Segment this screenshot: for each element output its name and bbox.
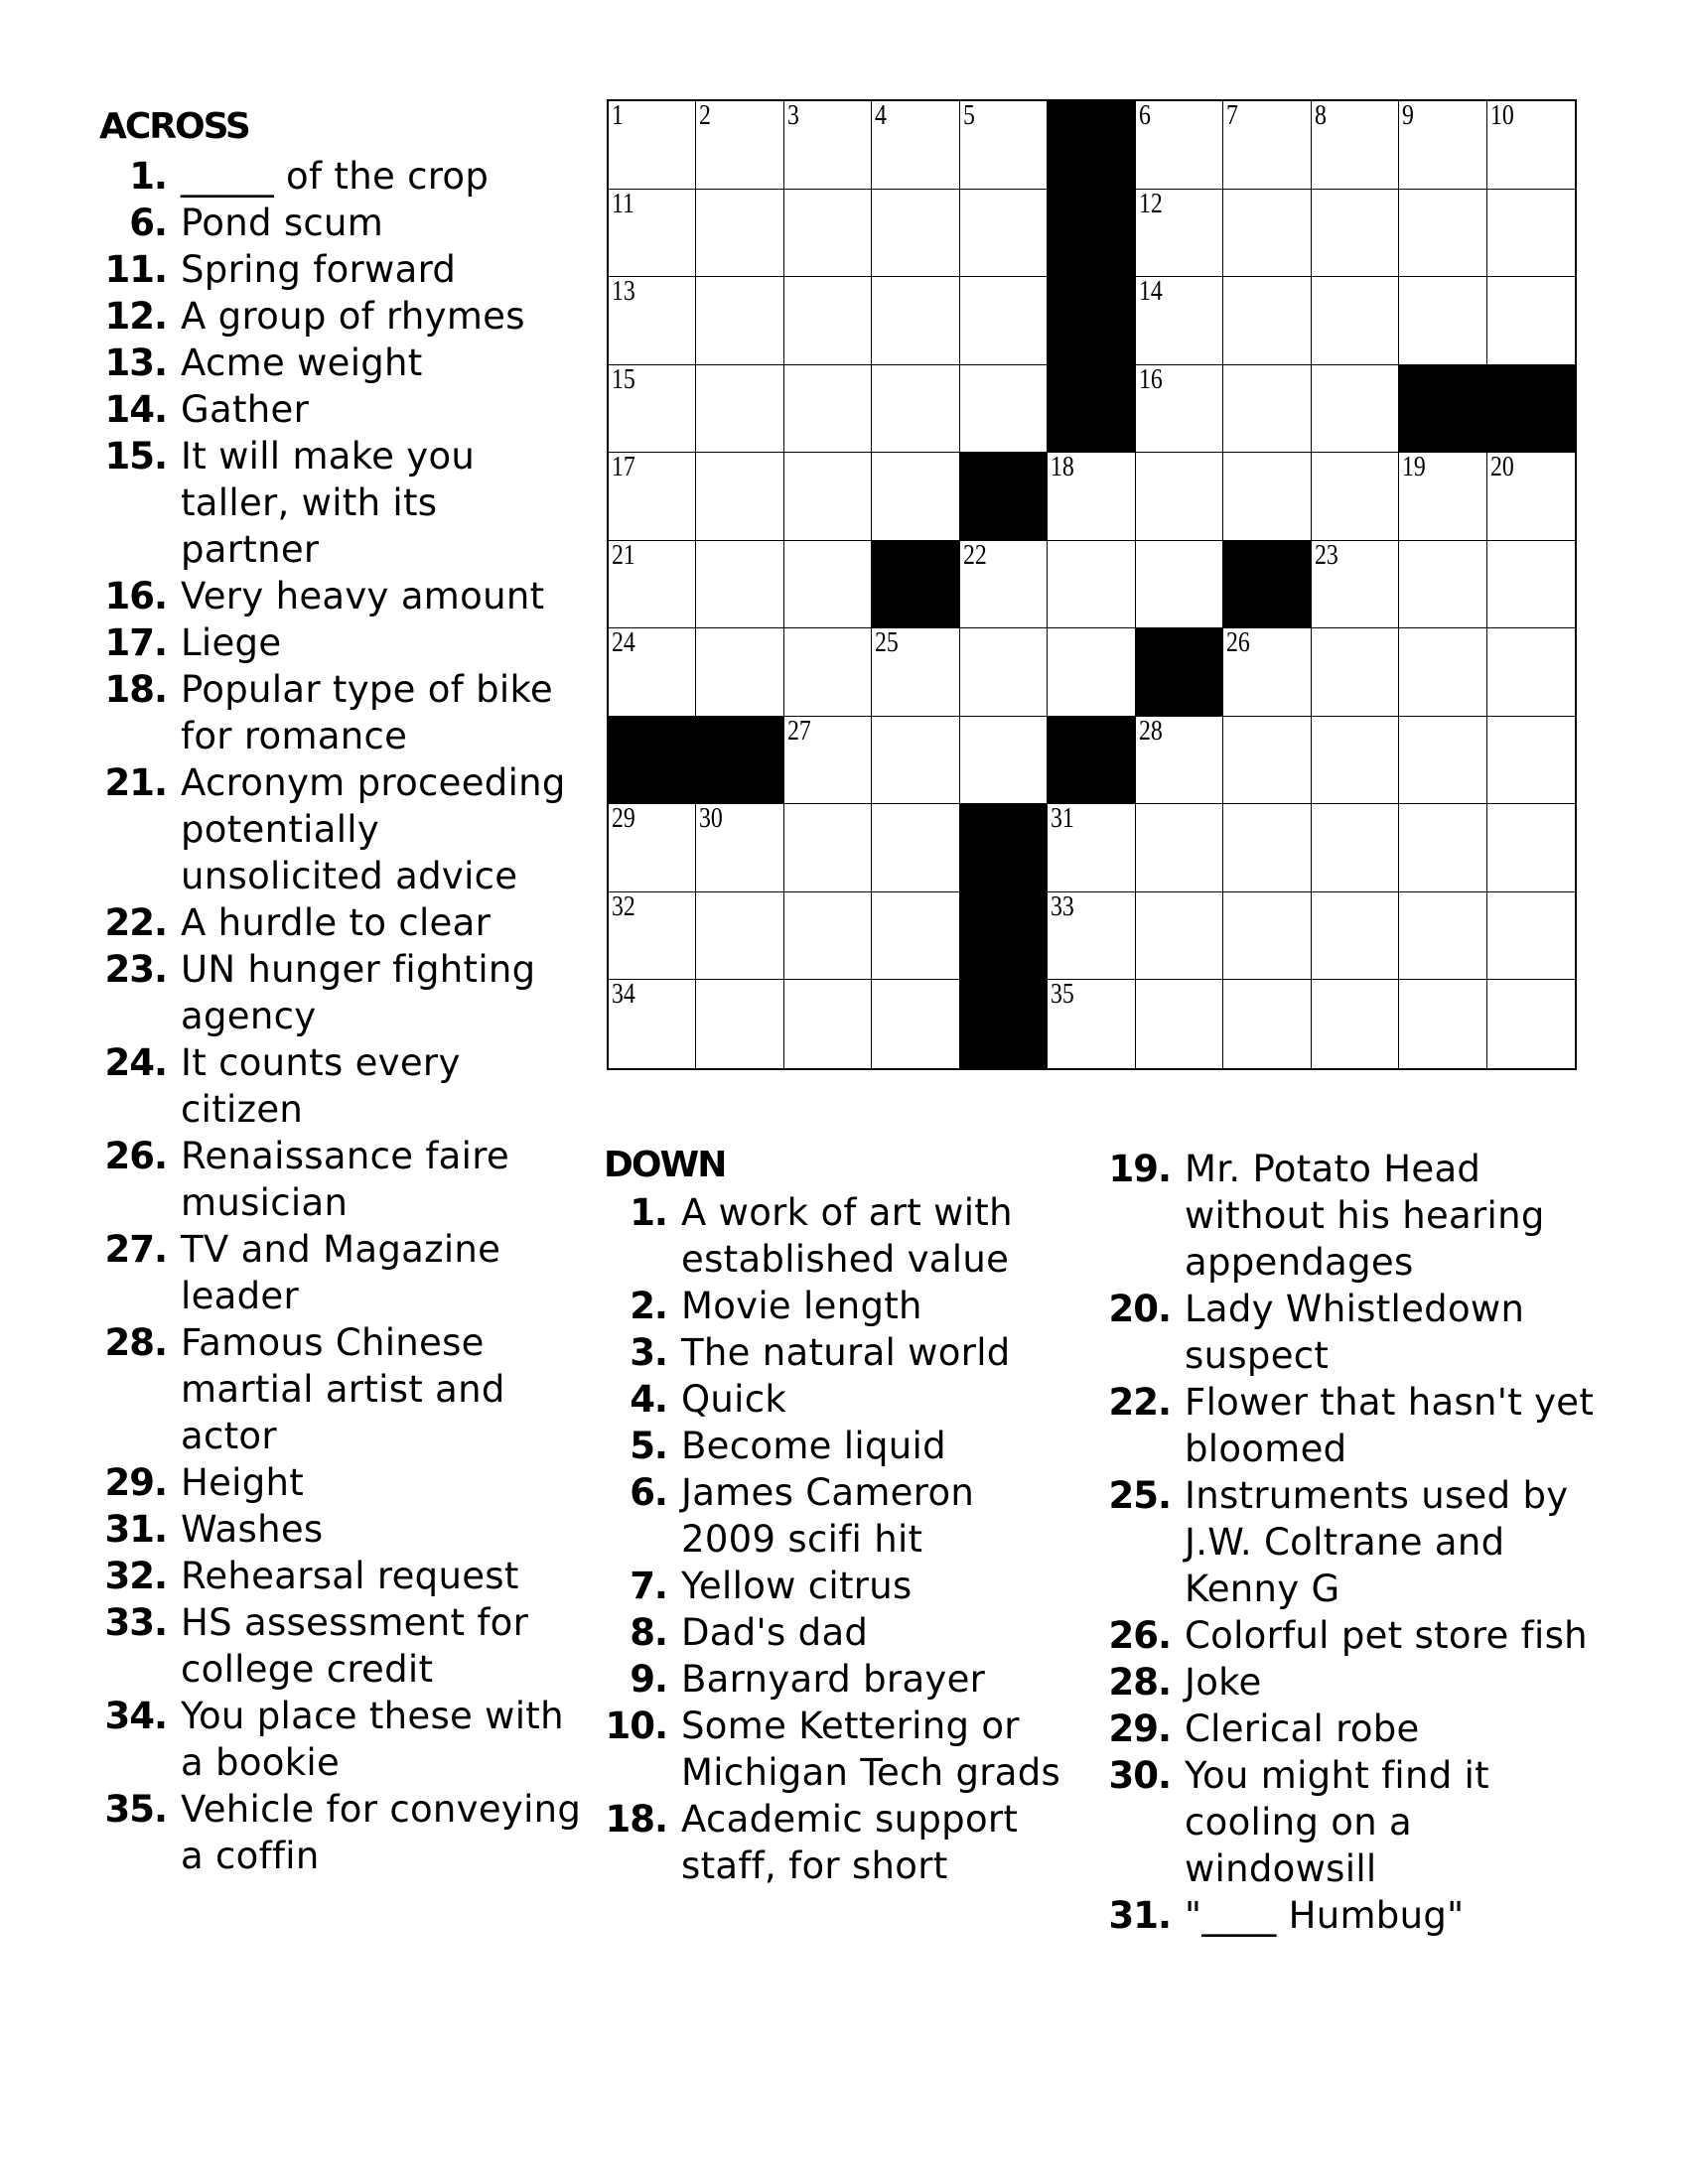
grid-cell[interactable]: [1136, 453, 1223, 541]
cell-number: 26: [1226, 627, 1250, 659]
down-clue: [1092, 1286, 1609, 1379]
across-clue: [85, 1506, 582, 1553]
across-clue: [85, 619, 582, 666]
cell-number: 11: [612, 188, 634, 219]
cell-number: 12: [1138, 188, 1163, 219]
cell-number: 20: [1489, 452, 1514, 483]
across-heading: ACROSS: [99, 106, 249, 147]
grid-cell[interactable]: [696, 804, 783, 892]
down-clue: [1092, 1472, 1609, 1612]
grid-cell[interactable]: [1223, 628, 1311, 717]
clue-number: 28.: [1108, 1661, 1171, 1704]
cell-number: 25: [875, 627, 900, 659]
clue-number: 35.: [104, 1788, 167, 1831]
clue-number: 26.: [104, 1135, 167, 1177]
down-clue-list-column-2: [1092, 1146, 1609, 1939]
clue-text: Spring forward: [181, 248, 457, 291]
clue-number: 27.: [104, 1228, 167, 1271]
down-clue: [1092, 1706, 1609, 1752]
grid-cell[interactable]: [1136, 101, 1223, 190]
cell-number: 7: [1226, 100, 1239, 131]
grid-cell[interactable]: [1487, 628, 1575, 717]
grid-cell[interactable]: [696, 365, 783, 454]
clue-number: 20.: [1108, 1288, 1171, 1330]
grid-cell[interactable]: [872, 804, 959, 892]
clue-text: Mr. Potato Head without his hearing appendages: [1185, 1148, 1545, 1284]
grid-cell[interactable]: [609, 804, 696, 892]
across-clue: [85, 1319, 582, 1459]
cell-number: 32: [612, 890, 635, 922]
clue-text: Acme weight: [181, 341, 423, 384]
down-clue: [592, 1423, 1078, 1469]
black-square: [960, 980, 1048, 1068]
clue-number: 16.: [104, 575, 167, 617]
across-clue: [85, 1786, 582, 1879]
grid-cell[interactable]: [1487, 453, 1575, 541]
across-clue: [85, 340, 582, 386]
grid-cell[interactable]: [1312, 980, 1399, 1068]
cell-number: 24: [612, 627, 635, 659]
cell-number: 33: [1051, 890, 1075, 922]
grid-cell[interactable]: [1223, 980, 1311, 1068]
across-clue: [85, 666, 582, 759]
clue-text: Instruments used by J.W. Coltrane and Kenny G: [1185, 1474, 1569, 1610]
grid-cell[interactable]: [1399, 804, 1486, 892]
grid-cell[interactable]: [872, 980, 959, 1068]
black-square: [1048, 101, 1135, 190]
cell-number: 6: [1138, 100, 1151, 131]
grid-cell[interactable]: [784, 277, 872, 365]
black-square: [960, 453, 1048, 541]
black-square: [1487, 365, 1575, 454]
grid-cell[interactable]: [1048, 628, 1135, 717]
grid-cell[interactable]: [1136, 365, 1223, 454]
grid-cell[interactable]: [872, 717, 959, 805]
cell-number: 18: [1051, 452, 1075, 483]
clue-number: 6.: [630, 1471, 667, 1514]
clue-number: 4.: [630, 1378, 667, 1421]
grid-cell[interactable]: [696, 628, 783, 717]
cell-number: 8: [1314, 100, 1327, 131]
across-clue: [85, 1039, 582, 1133]
grid-cell[interactable]: [1399, 892, 1486, 981]
grid-cell[interactable]: [696, 453, 783, 541]
grid-cell[interactable]: [1312, 101, 1399, 190]
clue-number: 26.: [1108, 1614, 1171, 1657]
grid-cell[interactable]: [1048, 892, 1135, 981]
clue-number: 8.: [630, 1611, 667, 1654]
down-clue: [592, 1469, 1078, 1563]
grid-cell[interactable]: [1136, 980, 1223, 1068]
clue-number: 34.: [104, 1695, 167, 1737]
black-square: [1136, 628, 1223, 717]
cell-number: 3: [786, 100, 799, 131]
down-clue: [592, 1563, 1078, 1609]
clue-text: Washes: [181, 1508, 324, 1551]
clue-text: "____ Humbug": [1185, 1894, 1465, 1937]
across-clue: [85, 433, 582, 573]
down-clue: [592, 1609, 1078, 1656]
clue-number: 12.: [104, 295, 167, 338]
grid-cell[interactable]: [1312, 804, 1399, 892]
across-clue: [85, 946, 582, 1039]
grid-cell[interactable]: [1223, 892, 1311, 981]
clue-number: 28.: [104, 1321, 167, 1364]
clue-text: The natural world: [681, 1331, 1011, 1374]
clue-number: 18.: [605, 1798, 667, 1841]
clue-number: 18.: [104, 668, 167, 711]
grid-cell[interactable]: [1399, 453, 1486, 541]
clue-number: 2.: [630, 1285, 667, 1327]
grid-cell[interactable]: [696, 277, 783, 365]
clue-number: 1.: [129, 155, 167, 198]
cell-number: 9: [1402, 100, 1414, 131]
black-square: [960, 804, 1048, 892]
clue-number: 1.: [630, 1191, 667, 1234]
grid-cell[interactable]: [784, 453, 872, 541]
grid-cell[interactable]: [872, 101, 959, 190]
grid-cell[interactable]: [1487, 892, 1575, 981]
cell-number: 35: [1051, 979, 1075, 1011]
grid-cell[interactable]: [1223, 277, 1311, 365]
across-clue: [85, 1553, 582, 1599]
clue-text: Acronym proceeding potentially unsolicited advice: [181, 761, 566, 897]
clue-text: Flower that hasn't yet bloomed: [1185, 1381, 1595, 1470]
cell-number: 30: [699, 803, 724, 835]
grid-cell[interactable]: [960, 365, 1048, 454]
clue-text: Pond scum: [181, 202, 384, 244]
clue-number: 29.: [1108, 1707, 1171, 1750]
cell-number: 4: [875, 100, 888, 131]
grid-cell[interactable]: [960, 628, 1048, 717]
clue-number: 22.: [104, 901, 167, 944]
grid-cell[interactable]: [872, 365, 959, 454]
grid-cell[interactable]: [1487, 190, 1575, 278]
clue-text: Quick: [681, 1378, 787, 1421]
clue-text: Academic support staff, for short: [681, 1798, 1019, 1887]
black-square: [696, 717, 783, 805]
down-clue: [1092, 1659, 1609, 1706]
grid-cell[interactable]: [1487, 101, 1575, 190]
grid-cell[interactable]: [960, 190, 1048, 278]
clue-text: It counts every citizen: [181, 1041, 461, 1131]
cell-number: 21: [612, 539, 635, 571]
grid-cell[interactable]: [1223, 717, 1311, 805]
clue-text: Dad's dad: [681, 1611, 869, 1654]
clue-text: Lady Whistledown suspect: [1185, 1288, 1525, 1377]
black-square: [960, 892, 1048, 981]
cell-number: 34: [612, 979, 635, 1011]
clue-text: Yellow citrus: [681, 1565, 913, 1607]
cell-number: 19: [1402, 452, 1426, 483]
clue-text: UN hunger fighting agency: [181, 948, 536, 1037]
black-square: [1048, 365, 1135, 454]
grid-cell[interactable]: [872, 277, 959, 365]
clue-number: 22.: [1108, 1381, 1171, 1424]
across-clue: [85, 153, 582, 200]
across-clue: [85, 293, 582, 340]
clue-number: 17.: [104, 621, 167, 664]
clue-text: Movie length: [681, 1285, 922, 1327]
grid-cell[interactable]: [1399, 980, 1486, 1068]
clue-number: 9.: [630, 1658, 667, 1701]
grid-cell[interactable]: [609, 541, 696, 629]
clue-number: 6.: [129, 202, 167, 244]
clue-number: 3.: [630, 1331, 667, 1374]
down-clue: [592, 1656, 1078, 1703]
grid-cell[interactable]: [1312, 365, 1399, 454]
down-clue: [592, 1283, 1078, 1329]
crossword-grid: [607, 99, 1577, 1070]
cell-number: 2: [699, 100, 712, 131]
black-square: [1223, 541, 1311, 629]
grid-cell[interactable]: [609, 892, 696, 981]
clue-number: 31.: [104, 1508, 167, 1551]
across-clue: [85, 200, 582, 246]
grid-cell[interactable]: [1223, 453, 1311, 541]
grid-cell[interactable]: [1136, 892, 1223, 981]
clue-number: 10.: [605, 1705, 667, 1747]
across-clue: [85, 899, 582, 946]
across-clue: [85, 1226, 582, 1319]
across-clue: [85, 1599, 582, 1693]
grid-cell[interactable]: [1399, 101, 1486, 190]
cell-number: 28: [1138, 715, 1163, 747]
clue-number: 14.: [104, 388, 167, 431]
clue-number: 30.: [1108, 1754, 1171, 1797]
across-clue: [85, 1133, 582, 1226]
grid-cell[interactable]: [872, 190, 959, 278]
clue-text: A work of art with established value: [681, 1191, 1013, 1281]
grid-cell[interactable]: [1487, 717, 1575, 805]
grid-cell[interactable]: [1399, 541, 1486, 629]
clue-number: 25.: [1108, 1474, 1171, 1517]
clue-number: 5.: [630, 1425, 667, 1467]
cell-number: 29: [612, 803, 635, 835]
grid-cell[interactable]: [1312, 453, 1399, 541]
clue-text: Famous Chinese martial artist and actor: [181, 1321, 505, 1457]
grid-cell[interactable]: [960, 277, 1048, 365]
clue-text: Vehicle for conveying a coffin: [181, 1788, 582, 1877]
black-square: [1048, 717, 1135, 805]
grid-cell[interactable]: [784, 541, 872, 629]
grid-cell[interactable]: [609, 101, 696, 190]
down-clue: [1092, 1892, 1609, 1939]
grid-cell[interactable]: [1487, 980, 1575, 1068]
grid-cell[interactable]: [960, 101, 1048, 190]
black-square: [1048, 190, 1135, 278]
grid-cell[interactable]: [784, 365, 872, 454]
grid-cell[interactable]: [609, 190, 696, 278]
clue-text: Become liquid: [681, 1425, 946, 1467]
grid-cell[interactable]: [1136, 541, 1223, 629]
grid-cell[interactable]: [1487, 541, 1575, 629]
clue-text: You might find it cooling on a windowsill: [1185, 1754, 1489, 1890]
grid-cell[interactable]: [1312, 277, 1399, 365]
across-clue: [85, 246, 582, 293]
clue-number: 29.: [104, 1461, 167, 1504]
grid-cell[interactable]: [1312, 717, 1399, 805]
clue-number: 15.: [104, 435, 167, 478]
black-square: [609, 717, 696, 805]
black-square: [872, 541, 959, 629]
grid-cell[interactable]: [1136, 804, 1223, 892]
grid-cell[interactable]: [1223, 190, 1311, 278]
cell-number: 31: [1051, 803, 1075, 835]
grid-cell[interactable]: [1223, 101, 1311, 190]
grid-cell[interactable]: [784, 892, 872, 981]
grid-cell[interactable]: [1399, 717, 1486, 805]
grid-cell[interactable]: [1223, 804, 1311, 892]
clue-text: Height: [181, 1461, 305, 1504]
cell-number: 27: [786, 715, 811, 747]
down-clue: [1092, 1379, 1609, 1472]
grid-cell[interactable]: [1487, 277, 1575, 365]
across-clue: [85, 1459, 582, 1506]
grid-cell[interactable]: [784, 717, 872, 805]
down-clue: [1092, 1752, 1609, 1892]
clue-number: 11.: [104, 248, 167, 291]
grid-cell[interactable]: [784, 628, 872, 717]
across-clue: [85, 573, 582, 619]
cell-number: 17: [612, 452, 635, 483]
grid-cell[interactable]: [960, 541, 1048, 629]
down-clue: [1092, 1612, 1609, 1659]
clue-text: Popular type of bike for romance: [181, 668, 553, 757]
clue-text: Liege: [181, 621, 282, 664]
clue-text: Joke: [1185, 1661, 1262, 1704]
grid-cell[interactable]: [609, 980, 696, 1068]
clue-number: 33.: [104, 1601, 167, 1644]
clue-text: HS assessment for college credit: [181, 1601, 529, 1691]
grid-cell[interactable]: [1136, 277, 1223, 365]
clue-number: 13.: [104, 341, 167, 384]
cell-number: 23: [1314, 539, 1338, 571]
clue-text: James Cameron 2009 scifi hit: [681, 1471, 975, 1561]
grid-cell[interactable]: [1136, 190, 1223, 278]
cell-number: 5: [962, 100, 975, 131]
clue-text: Gather: [181, 388, 310, 431]
clue-text: A hurdle to clear: [181, 901, 492, 944]
grid-cell[interactable]: [784, 101, 872, 190]
clue-text: _____ of the crop: [181, 155, 490, 198]
clue-number: 24.: [104, 1041, 167, 1084]
across-clue: [85, 1693, 582, 1786]
down-clue: [592, 1796, 1078, 1889]
clue-text: Renaissance faire musician: [181, 1135, 509, 1224]
black-square: [1048, 277, 1135, 365]
grid-cell[interactable]: [696, 541, 783, 629]
cell-number: 1: [612, 100, 624, 131]
grid-cell[interactable]: [1487, 804, 1575, 892]
cell-number: 22: [962, 539, 987, 571]
clue-text: Some Kettering or Michigan Tech grads: [681, 1705, 1061, 1794]
grid-cell[interactable]: [1223, 365, 1311, 454]
grid-cell[interactable]: [696, 101, 783, 190]
across-clue-list: [85, 153, 582, 1879]
clue-text: You place these with a bookie: [181, 1695, 564, 1784]
cell-number: 13: [612, 276, 635, 308]
grid-cell[interactable]: [609, 453, 696, 541]
clue-number: 31.: [1108, 1894, 1171, 1937]
across-clue: [85, 386, 582, 433]
black-square: [1399, 365, 1486, 454]
grid-cell[interactable]: [609, 277, 696, 365]
clue-number: 7.: [630, 1565, 667, 1607]
grid-cell[interactable]: [696, 980, 783, 1068]
down-heading: DOWN: [604, 1145, 726, 1185]
grid-cell[interactable]: [1399, 628, 1486, 717]
cell-number: 14: [1138, 276, 1163, 308]
cell-number: 16: [1138, 363, 1163, 395]
down-clue-list-column-1: [592, 1189, 1078, 1889]
grid-cell[interactable]: [1312, 892, 1399, 981]
grid-cell[interactable]: [784, 804, 872, 892]
down-clue: [1092, 1146, 1609, 1286]
grid-cell[interactable]: [872, 628, 959, 717]
grid-cell[interactable]: [1399, 277, 1486, 365]
grid-cell[interactable]: [1048, 980, 1135, 1068]
clue-text: Very heavy amount: [181, 575, 545, 617]
clue-text: It will make you taller, with its partner: [181, 435, 476, 571]
clue-text: Rehearsal request: [181, 1555, 519, 1597]
down-clue: [592, 1189, 1078, 1283]
down-clue: [592, 1703, 1078, 1796]
grid-cell[interactable]: [696, 892, 783, 981]
clue-text: Clerical robe: [1185, 1707, 1420, 1750]
clue-text: Colorful pet store fish: [1185, 1614, 1588, 1657]
cell-number: 15: [612, 363, 635, 395]
clue-text: A group of rhymes: [181, 295, 525, 338]
clue-number: 21.: [104, 761, 167, 804]
clue-number: 19.: [1108, 1148, 1171, 1190]
grid-cell[interactable]: [1048, 804, 1135, 892]
clue-number: 23.: [104, 948, 167, 991]
grid-cell[interactable]: [1312, 190, 1399, 278]
grid-cell[interactable]: [960, 717, 1048, 805]
grid-cell[interactable]: [1312, 628, 1399, 717]
grid-cell[interactable]: [872, 453, 959, 541]
grid-cell[interactable]: [1048, 541, 1135, 629]
grid-cell[interactable]: [609, 628, 696, 717]
across-clue: [85, 759, 582, 899]
grid-cell[interactable]: [784, 190, 872, 278]
clue-text: TV and Magazine leader: [181, 1228, 501, 1317]
grid-cell[interactable]: [609, 365, 696, 454]
down-clue: [592, 1376, 1078, 1423]
down-clue: [592, 1329, 1078, 1376]
cell-number: 10: [1489, 100, 1514, 131]
grid-cell[interactable]: [1048, 453, 1135, 541]
grid-cell[interactable]: [696, 190, 783, 278]
grid-cell[interactable]: [1312, 541, 1399, 629]
clue-text: Barnyard brayer: [681, 1658, 986, 1701]
clue-number: 32.: [104, 1555, 167, 1597]
grid-cell[interactable]: [1136, 717, 1223, 805]
grid-cell[interactable]: [784, 980, 872, 1068]
grid-cell[interactable]: [1399, 190, 1486, 278]
grid-cell[interactable]: [872, 892, 959, 981]
